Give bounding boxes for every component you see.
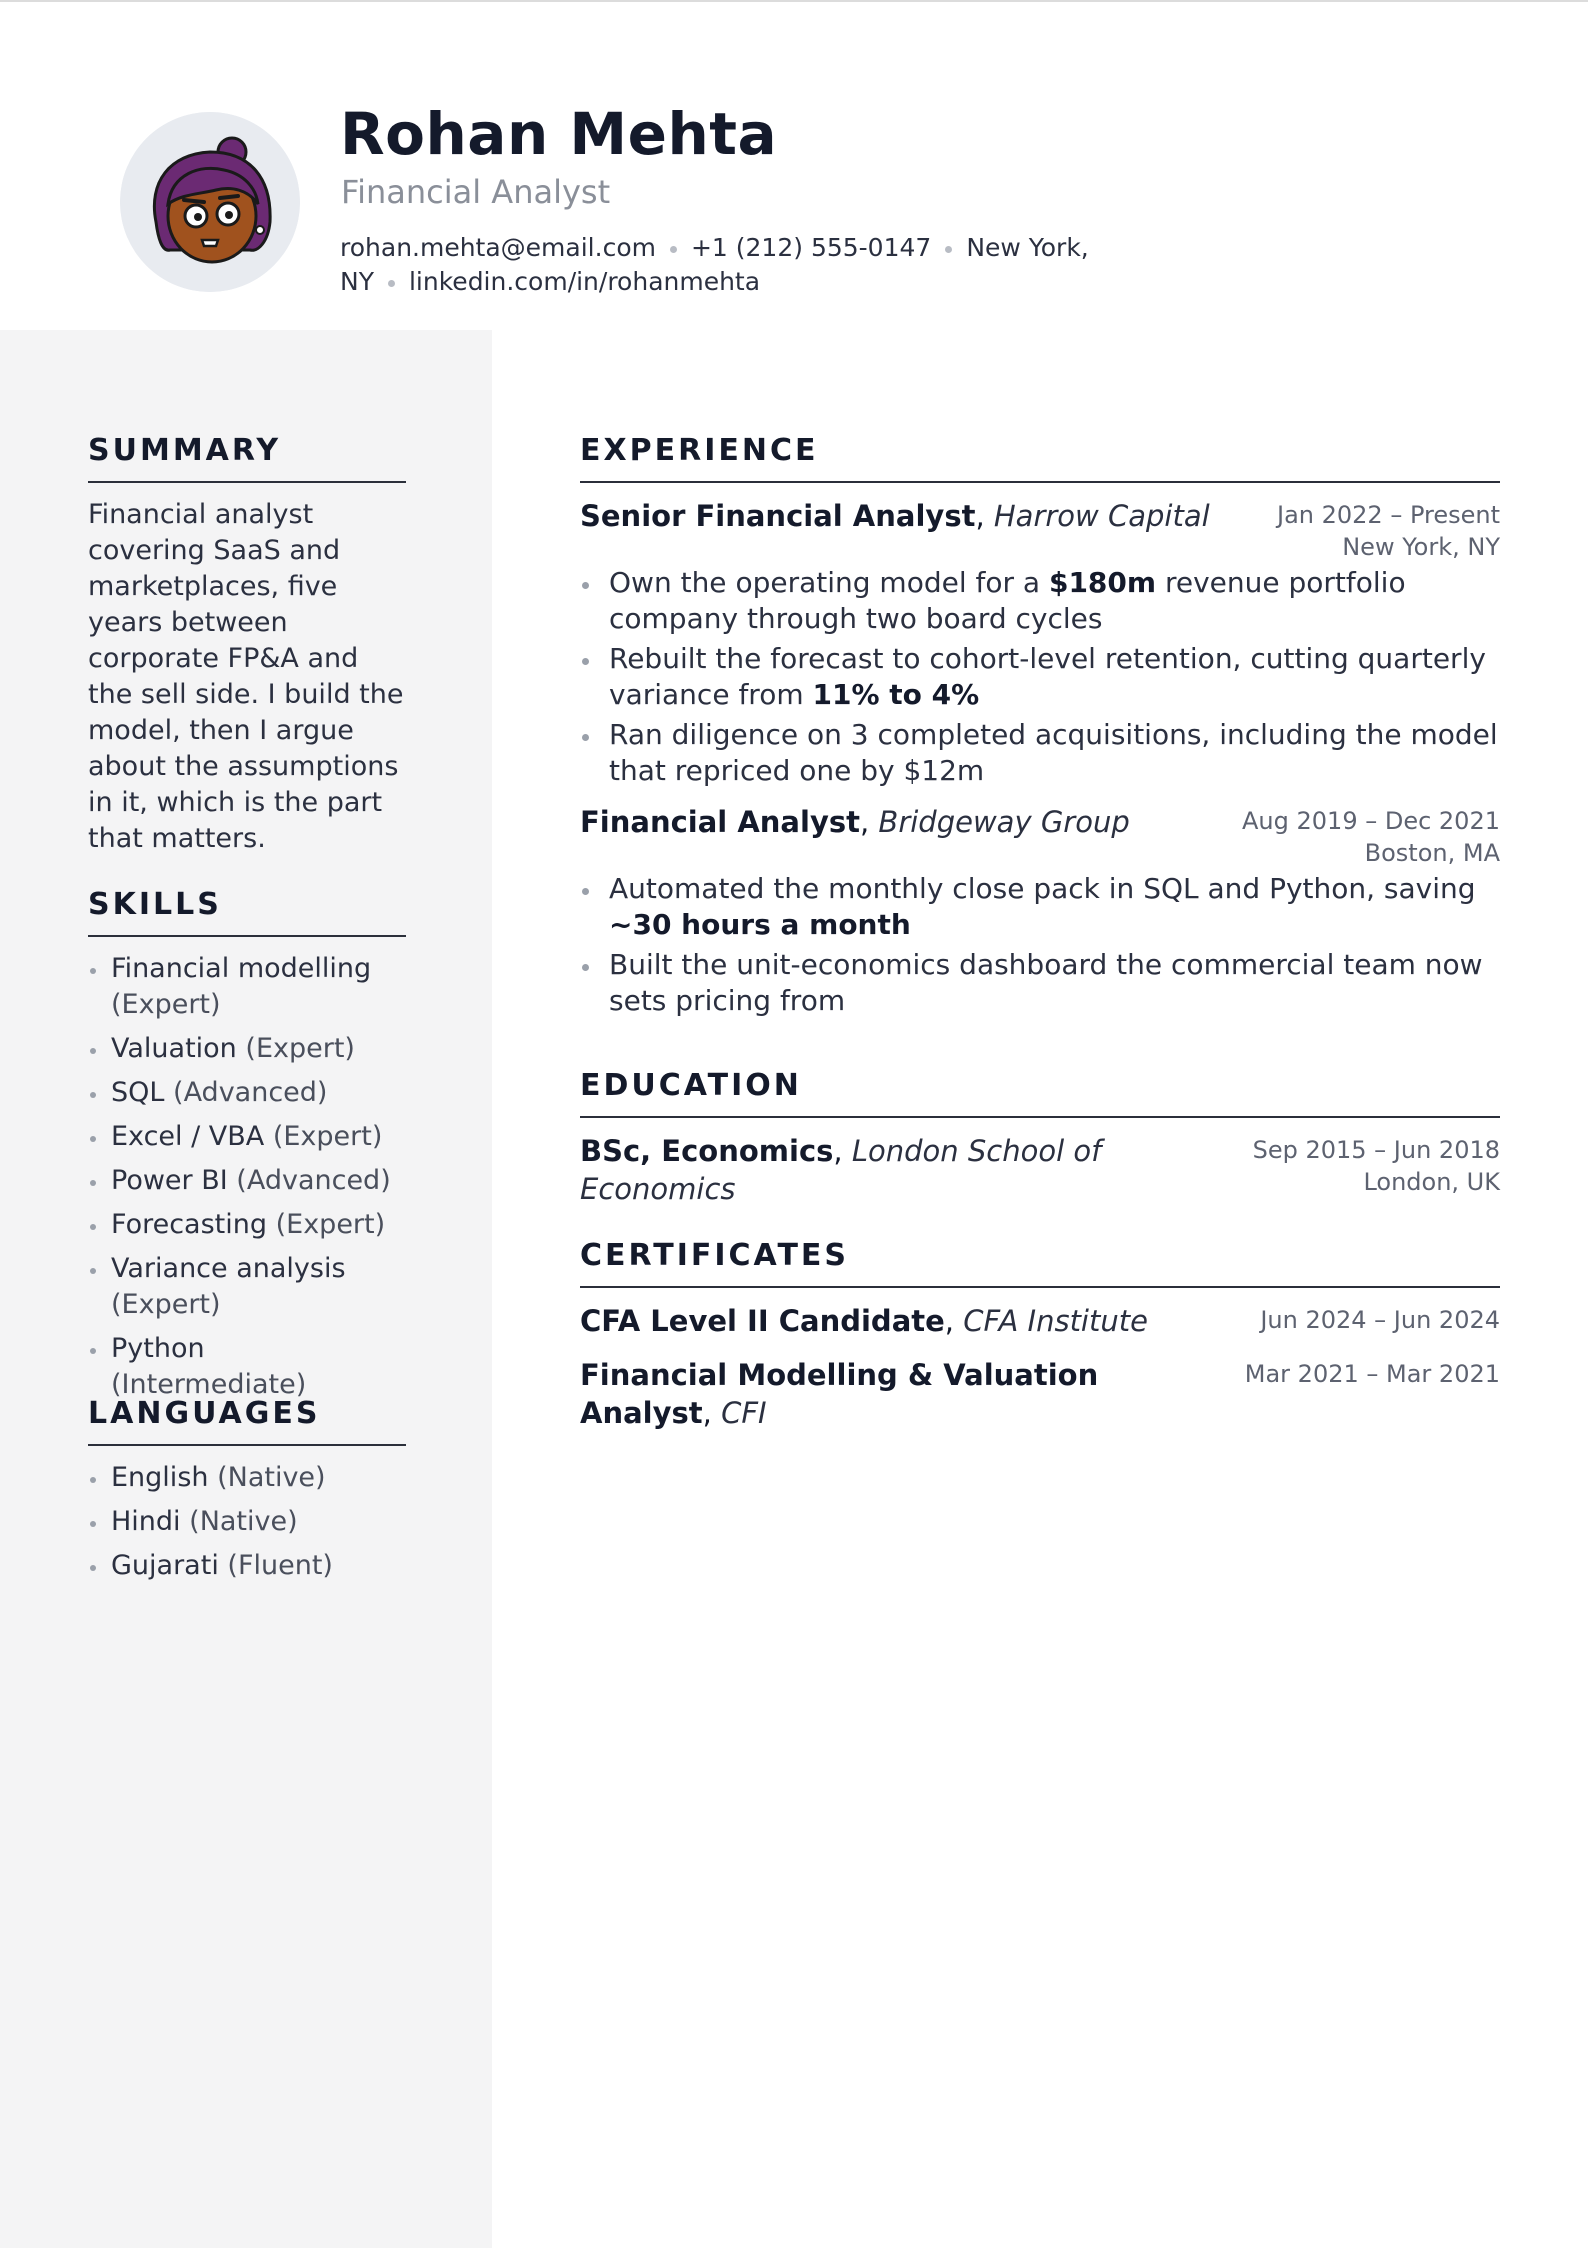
separator-dot	[945, 246, 952, 253]
school: London School of Economics	[580, 1134, 1102, 1206]
job-meta	[1210, 499, 1500, 563]
email-link[interactable]: rohan.mehta@email.com	[340, 233, 656, 262]
language-item: Gujarati (Fluent)	[88, 1548, 406, 1584]
skill-item: Financial modelling (Expert)	[88, 951, 406, 1023]
education-meta	[1210, 1134, 1500, 1198]
certificates-section	[580, 1236, 1500, 1432]
certificate-issuer: CFI	[721, 1396, 767, 1430]
job-bullets	[580, 565, 1500, 789]
certificate-dates: Jun 2024 – Jun 2024	[1260, 1306, 1500, 1334]
job-bullets	[580, 871, 1500, 1019]
job-meta	[1210, 805, 1500, 869]
job-title-line: Financial Analyst, Bridgeway Group	[580, 805, 1130, 839]
certificate-dates: Mar 2021 – Mar 2021	[1244, 1360, 1500, 1388]
job-company: Bridgeway Group	[878, 805, 1130, 839]
skills-list	[88, 951, 406, 1403]
summary-heading: SUMMARY	[88, 431, 406, 483]
education-section	[580, 1066, 1500, 1208]
job-bullet: Built the unit-economics dashboard the commercial team now sets pricing from	[580, 947, 1500, 1019]
job-location: Boston, MA	[1364, 839, 1500, 867]
languages-section	[88, 1394, 406, 1592]
certificate-entry	[580, 1302, 1500, 1340]
certificate-meta	[1210, 1304, 1500, 1336]
job-bullet: Automated the monthly close pack in SQL and Python, saving ~30 hours a month	[580, 871, 1500, 943]
skill-item: Variance analysis (Expert)	[88, 1251, 406, 1323]
education-location: London, UK	[1363, 1168, 1500, 1196]
summary-section	[88, 431, 406, 857]
contact-line	[340, 231, 1100, 299]
skill-item: Power BI (Advanced)	[88, 1163, 406, 1199]
skill-item: Valuation (Expert)	[88, 1031, 406, 1067]
phone-number: +1 (212) 555-0147	[690, 233, 932, 262]
language-item: Hindi (Native)	[88, 1504, 406, 1540]
skill-item: SQL (Advanced)	[88, 1075, 406, 1111]
job-entry	[580, 497, 1500, 789]
certificates-heading: CERTIFICATES	[580, 1236, 1500, 1288]
skills-heading: SKILLS	[88, 885, 406, 937]
separator-dot	[670, 246, 677, 253]
job-bullet: Own the operating model for a $180m revenue portfolio company through two board cycles	[580, 565, 1500, 637]
job-dates: Aug 2019 – Dec 2021	[1242, 807, 1500, 835]
job-bullet: Rebuilt the forecast to cohort-level retention, cutting quarterly variance from 11% to 4%	[580, 641, 1500, 713]
education-heading: EDUCATION	[580, 1066, 1500, 1118]
certificate-name: Financial Modelling & Valuation Analyst	[580, 1358, 1099, 1430]
certificate-meta	[1210, 1358, 1500, 1390]
candidate-name: Rohan Mehta	[340, 100, 778, 168]
education-title-line: BSc, Economics, London School of Economics	[580, 1134, 1102, 1206]
certificate-name: CFA Level II Candidate	[580, 1304, 945, 1338]
experience-section	[580, 431, 1500, 1023]
skills-section	[88, 885, 406, 1411]
resume-header	[0, 2, 1588, 330]
avatar-illustration-icon	[120, 112, 300, 292]
education-dates: Sep 2015 – Jun 2018	[1252, 1136, 1500, 1164]
languages-heading: LANGUAGES	[88, 1394, 406, 1446]
job-company: Harrow Capital	[993, 499, 1210, 533]
experience-heading: EXPERIENCE	[580, 431, 1500, 483]
job-entry	[580, 803, 1500, 1019]
job-role: Senior Financial Analyst	[580, 499, 976, 533]
certificate-entry	[580, 1356, 1500, 1432]
candidate-title: Financial Analyst	[341, 173, 611, 211]
job-dates: Jan 2022 – Present	[1276, 501, 1500, 529]
degree: BSc, Economics	[580, 1134, 834, 1168]
languages-list	[88, 1460, 406, 1584]
skill-item: Excel / VBA (Expert)	[88, 1119, 406, 1155]
separator-dot	[388, 280, 395, 287]
job-title-line: Senior Financial Analyst, Harrow Capital	[580, 499, 1210, 533]
language-item: English (Native)	[88, 1460, 406, 1496]
skill-item: Python (Intermediate)	[88, 1331, 406, 1403]
certificate-title-line: CFA Level II Candidate, CFA Institute	[580, 1304, 1148, 1338]
summary-text: Financial analyst covering SaaS and marketplaces, five years between corporate FP&A and the sell side. I build the model, then I argue about the assumptions in it, which is the part that matters.	[88, 499, 404, 854]
education-entry	[580, 1132, 1500, 1208]
skill-item: Forecasting (Expert)	[88, 1207, 406, 1243]
job-bullet: Ran diligence on 3 completed acquisitions, including the model that repriced one by $12m	[580, 717, 1500, 789]
job-location: New York, NY	[1342, 533, 1500, 561]
certificate-issuer: CFA Institute	[963, 1304, 1148, 1338]
certificate-title-line: Financial Modelling & Valuation Analyst, CFI	[580, 1358, 1099, 1430]
location: New York, NY	[340, 233, 1089, 296]
job-role: Financial Analyst	[580, 805, 860, 839]
avatar	[120, 112, 300, 292]
linkedin-link[interactable]: linkedin.com/in/rohanmehta	[408, 267, 761, 296]
